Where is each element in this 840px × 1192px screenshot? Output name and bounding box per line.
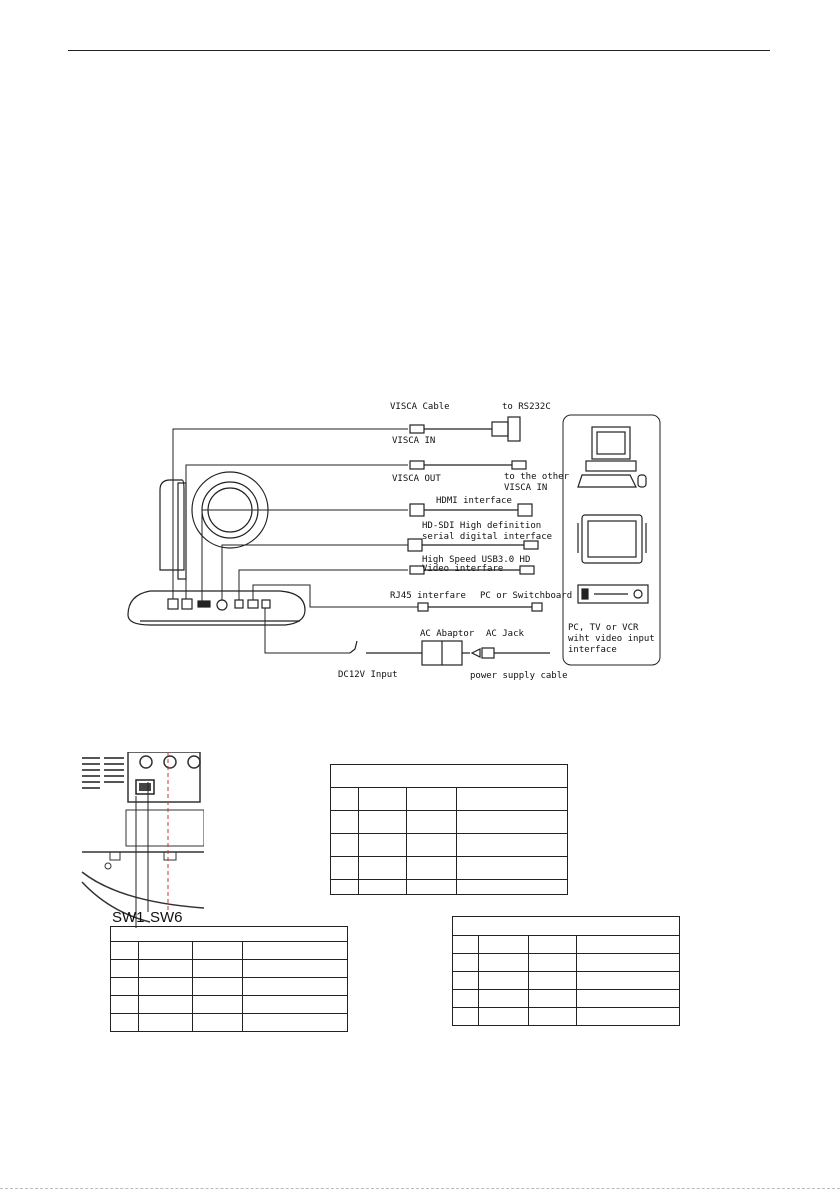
camera-illustration — [128, 472, 305, 625]
table-row — [331, 857, 568, 880]
bottom-rule — [0, 1188, 840, 1189]
label-ac-jack: AC Jack — [486, 629, 524, 639]
label-visca-in-2: VISCA IN — [504, 483, 548, 493]
label-usb-1: High Speed USB3.0 HD — [422, 555, 531, 565]
label-hdmi: HDMI interface — [436, 496, 512, 506]
devices-label-1: PC, TV or VCR — [568, 623, 639, 633]
table-row — [111, 996, 348, 1014]
table-row — [331, 811, 568, 834]
table-row — [453, 990, 680, 1008]
pc-icon — [578, 427, 646, 487]
label-to-rs232c: to RS232C — [502, 402, 551, 412]
label-power-cable: power supply cable — [470, 671, 568, 681]
connector-lines — [173, 429, 418, 653]
table-row — [453, 954, 680, 972]
label-dc12v: DC12V Input — [338, 670, 398, 680]
label-usb-2: Video interfare — [422, 564, 504, 574]
sw1-label: SW1 — [112, 909, 145, 926]
label-visca-cable: VISCA Cable — [390, 402, 450, 412]
label-hdsdi-2: serial digital interface — [422, 532, 553, 542]
connection-diagram — [120, 395, 680, 695]
table-row — [111, 1014, 348, 1032]
sw6-label: SW6 — [150, 909, 183, 926]
dip-table-3 — [452, 916, 680, 1026]
table-row — [111, 942, 348, 960]
label-pc-switchboard: PC or Switchboard — [480, 591, 573, 601]
table-row — [453, 936, 680, 954]
devices-label-3: interface — [568, 645, 617, 655]
label-hdsdi-1: HD-SDI High definition — [422, 521, 542, 531]
connection-diagram-svg — [120, 395, 680, 695]
table-2-header — [111, 927, 348, 942]
tv-icon — [578, 515, 646, 563]
vcr-icon — [578, 585, 648, 603]
label-ac-adaptor: AC Abaptor — [420, 629, 475, 639]
dip-switch-illustration — [80, 752, 204, 928]
header-rule — [68, 50, 770, 51]
table-3-header — [453, 917, 680, 936]
table-row — [111, 978, 348, 996]
table-row — [453, 1008, 680, 1026]
table-row — [111, 960, 348, 978]
table-1-header — [331, 765, 568, 788]
label-visca-out: VISCA OUT — [392, 474, 441, 484]
label-rj45: RJ45 interfare — [390, 591, 466, 601]
table-row — [331, 834, 568, 857]
label-to-other: to the other — [504, 472, 570, 482]
table-row — [453, 972, 680, 990]
devices-label-2: wiht video input — [568, 634, 655, 644]
table-row — [331, 880, 568, 895]
label-visca-in: VISCA IN — [392, 436, 436, 446]
table-row — [331, 788, 568, 811]
dip-switch-photo — [80, 752, 204, 928]
dip-table-1 — [330, 764, 568, 895]
dip-table-2 — [110, 926, 348, 1032]
